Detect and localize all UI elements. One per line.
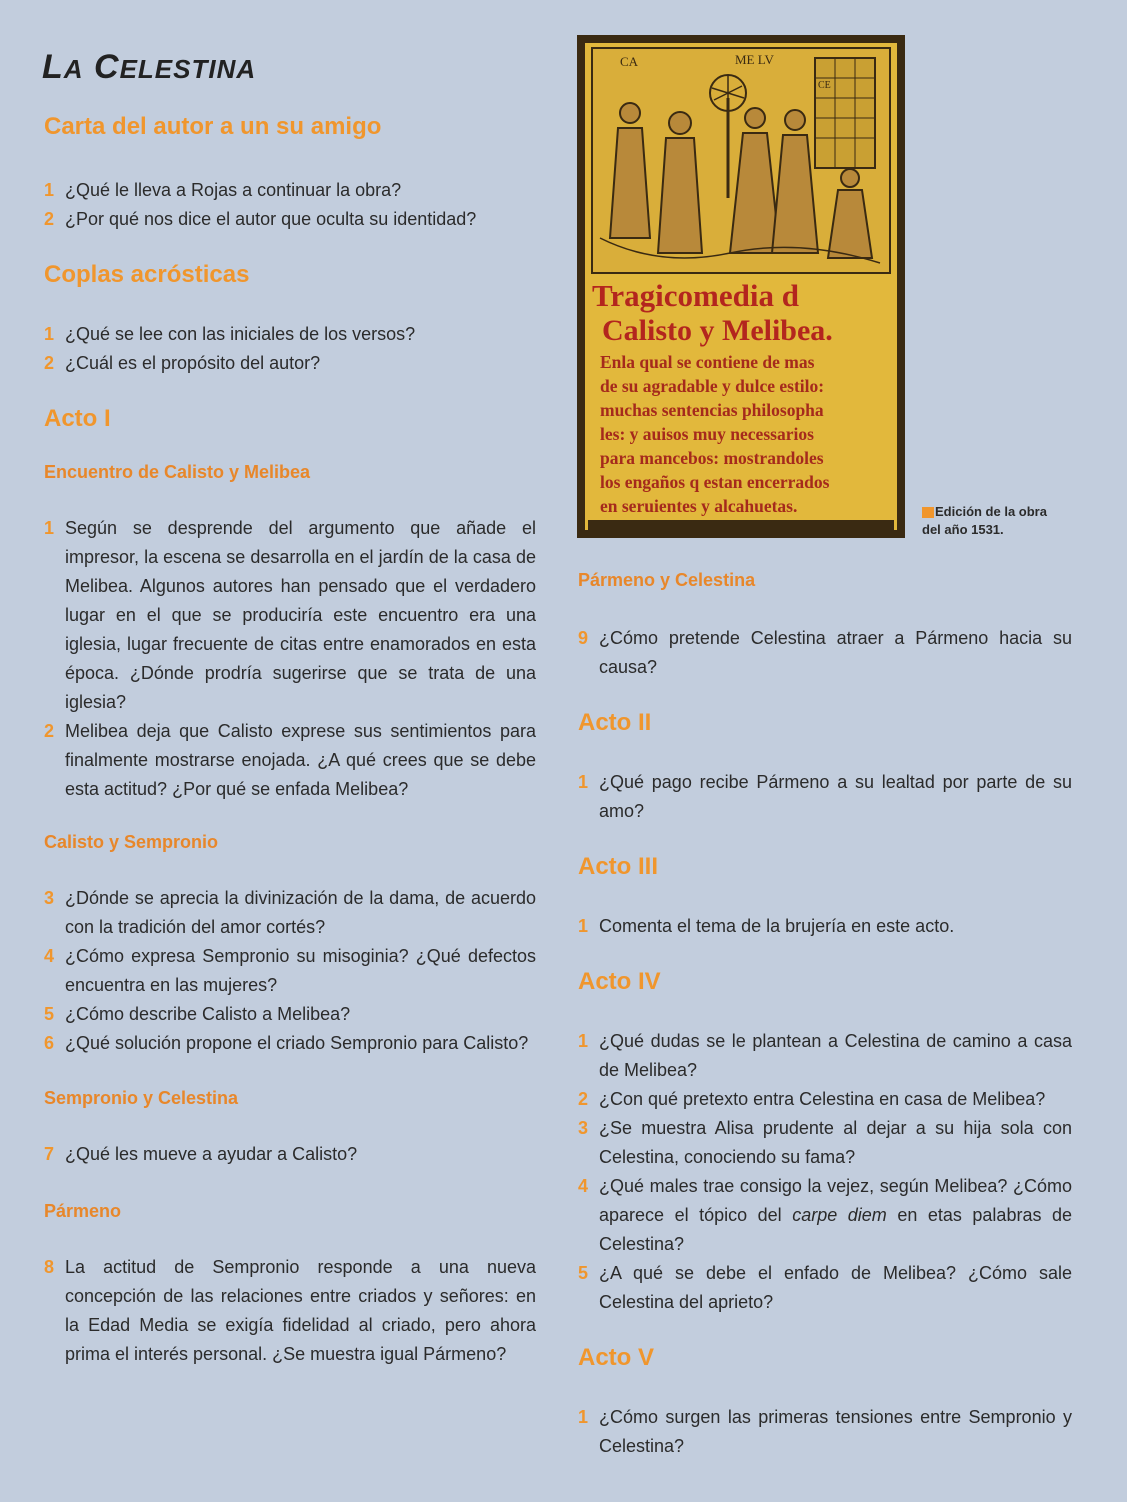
- woodcut-label: CE: [818, 80, 831, 91]
- question-item: 2 Melibea deja que Calisto exprese sus sentimientos para finalmente mostrarse enojada. ¿A qué crees que se debe esta actitud? ¿Por qué se enfada Melibea?: [44, 721, 536, 799]
- subsection-heading: Calisto y Sempronio: [44, 832, 219, 852]
- page-title: LA CELESTINA: [42, 48, 257, 86]
- question-item: 1 ¿Qué dudas se le plantean a Celestina de camino a casa de Melibea?: [578, 1031, 1072, 1080]
- book-text-line: muchas sentencias philosopha: [600, 400, 824, 420]
- question-item: 6 ¿Qué solución propone el criado Sempronio para Calisto?: [44, 1033, 529, 1053]
- question-item: 7 ¿Qué les mueve a ayudar a Calisto?: [44, 1144, 358, 1164]
- question-item: 3 ¿Dónde se aprecia la divinización de la dama, de acuerdo con la tradición del amor cortés?: [44, 888, 536, 937]
- question-item: 1 Comenta el tema de la brujería en este acto.: [578, 916, 955, 936]
- left-column: [44, 112, 536, 1369]
- book-text-line: Enla qual se contiene de mas: [600, 352, 815, 372]
- book-text-line: les: y auisos muy necessarios: [600, 424, 814, 444]
- subsection-heading: Pármeno y Celestina: [578, 570, 756, 590]
- section-heading: Coplas acrósticas: [44, 261, 250, 288]
- question-item: 3 ¿Se muestra Alisa prudente al dejar a su hija sola con Celestina, conociendo su fama?: [578, 1118, 1072, 1167]
- question-item: 2 ¿Cuál es el propósito del autor?: [44, 353, 321, 373]
- book-title-page-image: [577, 35, 905, 538]
- question-item: 1 ¿Cómo surgen las primeras tensiones entre Sempronio y Celestina?: [578, 1407, 1072, 1456]
- section-heading: Acto II: [578, 709, 652, 736]
- subsection-heading: Encuentro de Calisto y Melibea: [44, 462, 311, 482]
- question-item: 1 ¿Qué pago recibe Pármeno a su lealtad por parte de su amo?: [578, 772, 1072, 821]
- woodcut-illustration: [580, 38, 902, 535]
- book-text-line: los engaños q estan encerrados: [600, 472, 830, 492]
- section-heading: Acto V: [578, 1344, 655, 1371]
- question-item: 2 ¿Con qué pretexto entra Celestina en casa de Melibea?: [578, 1089, 1046, 1109]
- book-title-line2: Calisto y Melibea.: [602, 314, 833, 347]
- question-item: 2 ¿Por qué nos dice el autor que oculta su identidad?: [44, 209, 477, 229]
- caption-marker-icon: [922, 507, 934, 518]
- question-item: 5 ¿A qué se debe el enfado de Melibea? ¿Cómo sale Celestina del aprieto?: [578, 1263, 1072, 1312]
- book-title-line1: Tragicomedia d: [592, 278, 799, 313]
- book-text-line: en seruientes y alcahuetas.: [600, 496, 798, 516]
- subsection-heading: Sempronio y Celestina: [44, 1088, 239, 1108]
- section-heading: Carta del autor a un su amigo: [44, 113, 382, 140]
- section-heading: Acto III: [578, 853, 659, 880]
- question-item: 5 ¿Cómo describe Calisto a Melibea?: [44, 1004, 351, 1024]
- question-item: 1 ¿Qué se lee con las iniciales de los versos?: [44, 324, 416, 344]
- book-text-line: de su agradable y dulce estilo:: [600, 376, 825, 396]
- question-item: 1 ¿Qué le lleva a Rojas a continuar la obra?: [44, 180, 402, 200]
- question-item: 4 ¿Qué males trae consigo la vejez, según Melibea? ¿Cómo aparece el tópico del carpe diem en etas palabras de Celestina?: [578, 1176, 1073, 1254]
- question-item: 8 La actitud de Sempronio responde a una nueva concepción de las relaciones entre criados y señores: en la Edad Media se exigía fidelidad al criado, pero ahora prima el interés personal. ¿Se muestra igual Pármeno?: [44, 1257, 536, 1364]
- question-item: 4 ¿Cómo expresa Sempronio su misoginia? ¿Qué defectos encuentra en las mujeres?: [44, 946, 536, 995]
- question-item: 9 ¿Cómo pretende Celestina atraer a Pármeno hacia su causa?: [578, 628, 1072, 677]
- book-text-line: para mancebos: mostrandoles: [600, 448, 824, 468]
- section-heading: Acto IV: [578, 968, 661, 995]
- question-item: 1 Según se desprende del argumento que añade el impresor, la escena se desarrolla en el jardín de la casa de Melibea. Algunos autores han pensado que el verdadero lugar en el que se produciría este encuentro era una iglesia, lugar frecuente de citas entre enamorados en esta época. ¿Dónde prodría sugerirse que se trata de una iglesia?: [44, 518, 536, 712]
- woodcut-label: CA: [620, 54, 639, 69]
- figure-caption: Edición de la obra del año 1531.: [922, 504, 1047, 537]
- right-column: [578, 568, 1072, 1461]
- subsection-heading: Pármeno: [44, 1201, 122, 1221]
- section-heading: Acto I: [44, 405, 111, 432]
- woodcut-label: ME LV: [735, 52, 774, 67]
